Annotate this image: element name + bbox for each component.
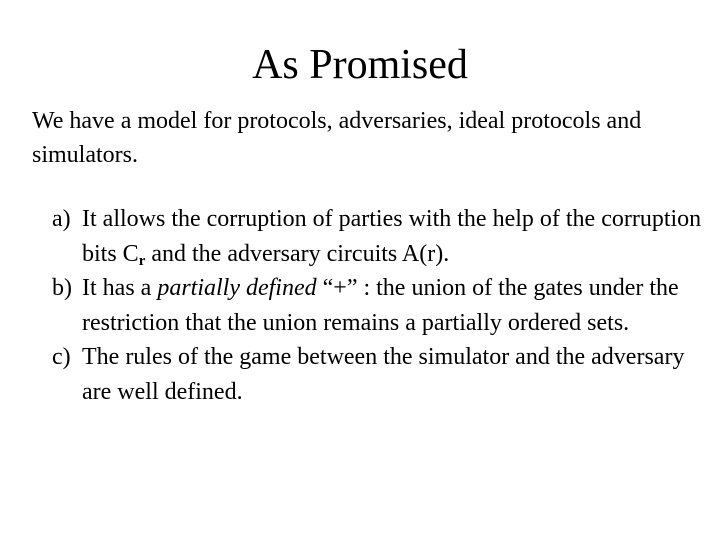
list-marker: c) <box>52 344 71 370</box>
list-item <box>52 202 702 271</box>
slide-title: As Promised <box>252 42 468 88</box>
points-list <box>52 202 702 409</box>
item-text: It has a partially defined “+” : the union of the gates under the restriction that the union remains a partially ordered sets. <box>82 275 679 336</box>
list-item <box>52 340 702 409</box>
emphasis-text: partially defined <box>157 275 317 301</box>
intro-paragraph: We have a model for protocols, adversaries, ideal protocols and simulators. <box>32 108 642 168</box>
list-marker: a) <box>52 206 71 232</box>
item-text: The rules of the game between the simulator and the adversary are well defined. <box>82 344 685 405</box>
subscript-r: r <box>138 252 146 269</box>
item-text: It allows the corruption of parties with the help of the corruption bits $C_r$ and the adversary circuits A(r). <box>82 206 702 269</box>
list-item <box>52 271 702 340</box>
list-marker: b) <box>52 275 72 301</box>
